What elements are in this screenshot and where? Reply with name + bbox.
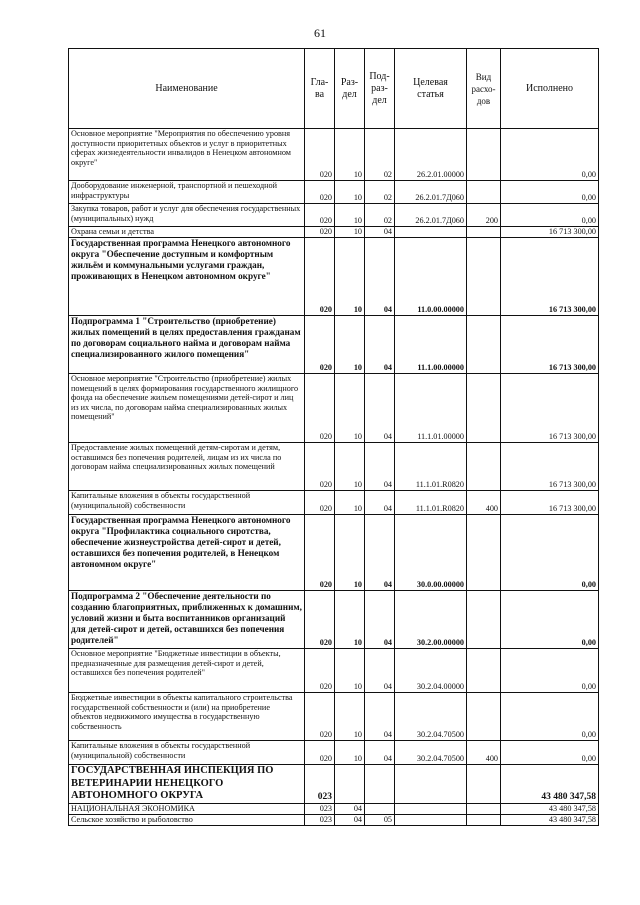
row-name: Дооборудование инженерной, транспортной и пешеходной инфраструктуры [69,181,305,204]
row-name: ГОСУДАРСТВЕННАЯ ИНСПЕКЦИЯ ПО ВЕТЕРИНАРИИ НЕНЕЦКОГО АВТОНОМНОГО ОКРУГА [69,765,305,804]
row-amount: 0,00 [501,515,599,591]
row-vid [467,814,501,825]
row-glava: 020 [305,129,335,181]
row-amount: 43 480 347,58 [501,803,599,814]
row-razdel: 04 [335,803,365,814]
row-razdel: 10 [335,238,365,316]
row-amount: 16 713 300,00 [501,443,599,491]
table-row [69,181,599,204]
row-vid [467,515,501,591]
row-name: Основное мероприятие "Мероприятия по обеспечению уровня доступности приоритетных объектов и услуг в приоритетных сферах жизнедеятельности инвалидов в Ненецком автономном округе" [69,129,305,181]
row-razdel: 10 [335,649,365,693]
row-razdel: 10 [335,515,365,591]
table-row [69,227,599,238]
row-target: 11.1.01.00000 [395,374,467,443]
row-glava: 020 [305,443,335,491]
row-glava: 020 [305,515,335,591]
row-name: Основное мероприятие "Бюджетные инвестиции в объекты, предназначенные для размещения детей-сирот и детей, оставшихся без попечения родителей" [69,649,305,693]
header-done: Исполнено [501,49,599,129]
row-target [395,814,467,825]
table-row [69,316,599,374]
row-razdel: 10 [335,181,365,204]
row-vid [467,803,501,814]
row-razdel: 10 [335,316,365,374]
budget-execution-table [68,48,599,826]
row-amount: 0,00 [501,741,599,765]
row-vid: 400 [467,741,501,765]
row-amount: 16 713 300,00 [501,316,599,374]
header-target: Целевая статья [395,49,467,129]
table-row [69,591,599,649]
row-podrazdel [365,803,395,814]
row-name: Капитальные вложения в объекты государственной (муниципальной) собственности [69,741,305,765]
row-podrazdel: 04 [365,693,395,741]
row-amount: 16 713 300,00 [501,238,599,316]
row-podrazdel: 04 [365,515,395,591]
row-podrazdel: 02 [365,204,395,227]
row-target: 11.1.00.00000 [395,316,467,374]
row-podrazdel: 02 [365,129,395,181]
row-name: Охрана семьи и детства [69,227,305,238]
table-row [69,443,599,491]
table-row [69,204,599,227]
row-vid [467,765,501,804]
row-razdel: 10 [335,227,365,238]
row-glava: 020 [305,741,335,765]
row-podrazdel: 04 [365,238,395,316]
row-podrazdel [365,765,395,804]
table-header-row [69,49,599,129]
row-amount: 0,00 [501,693,599,741]
row-podrazdel: 02 [365,181,395,204]
row-razdel: 10 [335,591,365,649]
table-row [69,515,599,591]
row-name: Бюджетные инвестиции в объекты капитального строительства государственной собственности и (или) на приобретение объектов недвижимого имущества в государственную собственность [69,693,305,741]
row-target: 26.2.01.00000 [395,129,467,181]
row-podrazdel: 04 [365,374,395,443]
row-glava: 020 [305,649,335,693]
table-row [69,803,599,814]
row-glava: 020 [305,204,335,227]
row-amount: 16 713 300,00 [501,491,599,515]
row-razdel: 10 [335,129,365,181]
row-razdel: 10 [335,693,365,741]
table-row [69,765,599,804]
row-name: Государственная программа Ненецкого автономного округа "Профилактика социального сиротства, обеспечение жизнеустройства детей-сирот и детей, оставшихся без попечения родителей, в Ненецком автономном округе" [69,515,305,591]
row-name: Подпрограмма 2 "Обеспечение деятельности по созданию благоприятных, приближенных к домашним, условий жизни и быта воспитанников организаций для детей-сирот и детей, оставшихся без попечения родителей" [69,591,305,649]
row-glava: 023 [305,803,335,814]
row-vid [467,316,501,374]
row-podrazdel: 04 [365,491,395,515]
table-row [69,649,599,693]
row-target [395,227,467,238]
row-vid: 200 [467,204,501,227]
header-razdel: Раз- дел [335,49,365,129]
row-vid [467,227,501,238]
row-vid [467,443,501,491]
row-target: 11.1.01.R0820 [395,443,467,491]
row-vid [467,591,501,649]
row-vid [467,649,501,693]
row-target: 30.2.04.70500 [395,741,467,765]
row-amount: 43 480 347,58 [501,765,599,804]
table-row [69,129,599,181]
row-name: Основное мероприятие "Строительство (приобретение) жилых помещений в целях формирования государственного жилищного фонда на обеспечение жильем помещениями детей-сирот и лиц из их числа, по договорам найма специализированных жилых помещений" [69,374,305,443]
row-target: 26.2.01.7Д060 [395,181,467,204]
row-glava: 020 [305,181,335,204]
row-podrazdel: 04 [365,316,395,374]
row-amount: 0,00 [501,181,599,204]
row-razdel [335,765,365,804]
row-glava: 020 [305,374,335,443]
row-razdel: 10 [335,443,365,491]
row-razdel: 10 [335,741,365,765]
row-podrazdel: 05 [365,814,395,825]
page-number: 61 [314,26,326,40]
row-name: Государственная программа Ненецкого автономного округа "Обеспечение доступным и комфортным жильём и коммунальными услугами граждан, проживающих в Ненецком автономном округе" [69,238,305,316]
row-target: 26.2.01.7Д060 [395,204,467,227]
row-podrazdel: 04 [365,649,395,693]
row-target: 11.0.00.00000 [395,238,467,316]
table-row [69,238,599,316]
row-amount: 0,00 [501,649,599,693]
row-target [395,803,467,814]
row-glava: 023 [305,814,335,825]
table-row [69,491,599,515]
row-amount: 16 713 300,00 [501,227,599,238]
row-razdel: 10 [335,491,365,515]
row-glava: 020 [305,591,335,649]
row-name: Подпрограмма 1 "Строительство (приобретение) жилых помещений в целях предоставления гражданам по договорам социального найма и договорам найма специализированного жилого помещения" [69,316,305,374]
row-glava: 020 [305,238,335,316]
row-name: Капитальные вложения в объекты государственной (муниципальной) собственности [69,491,305,515]
row-glava: 020 [305,316,335,374]
table-row [69,693,599,741]
row-target: 30.2.04.70500 [395,693,467,741]
row-razdel: 10 [335,374,365,443]
row-amount: 0,00 [501,591,599,649]
table-row [69,741,599,765]
row-podrazdel: 04 [365,591,395,649]
row-target: 30.2.00.00000 [395,591,467,649]
row-vid [467,129,501,181]
row-amount: 0,00 [501,129,599,181]
header-podrazdel: Под- раз- дел [365,49,395,129]
row-glava: 023 [305,765,335,804]
row-vid [467,181,501,204]
row-target: 30.0.00.00000 [395,515,467,591]
row-razdel: 04 [335,814,365,825]
table-body [69,129,599,826]
row-glava: 020 [305,693,335,741]
row-name: НАЦИОНАЛЬНАЯ ЭКОНОМИКА [69,803,305,814]
row-glava: 020 [305,491,335,515]
row-amount: 43 480 347,58 [501,814,599,825]
row-name: Сельское хозяйство и рыболовство [69,814,305,825]
row-target [395,765,467,804]
row-name: Закупка товаров, работ и услуг для обеспечения государственных (муниципальных) нужд [69,204,305,227]
row-razdel: 10 [335,204,365,227]
row-vid [467,374,501,443]
row-glava: 020 [305,227,335,238]
row-target: 30.2.04.00000 [395,649,467,693]
header-name: Наименование [69,49,305,129]
header-vid: Вид расхо- дов [467,49,501,129]
row-target: 11.1.01.R0820 [395,491,467,515]
row-podrazdel: 04 [365,443,395,491]
row-vid [467,693,501,741]
table-row [69,374,599,443]
row-name: Предоставление жилых помещений детям-сиротам и детям, оставшимся без попечения родителей, лицам из их числа по договорам найма специализированных жилых помещений [69,443,305,491]
row-podrazdel: 04 [365,741,395,765]
row-amount: 16 713 300,00 [501,374,599,443]
row-vid: 400 [467,491,501,515]
header-glava: Гла- ва [305,49,335,129]
row-vid [467,238,501,316]
row-podrazdel: 04 [365,227,395,238]
row-amount: 0,00 [501,204,599,227]
table-row [69,814,599,825]
